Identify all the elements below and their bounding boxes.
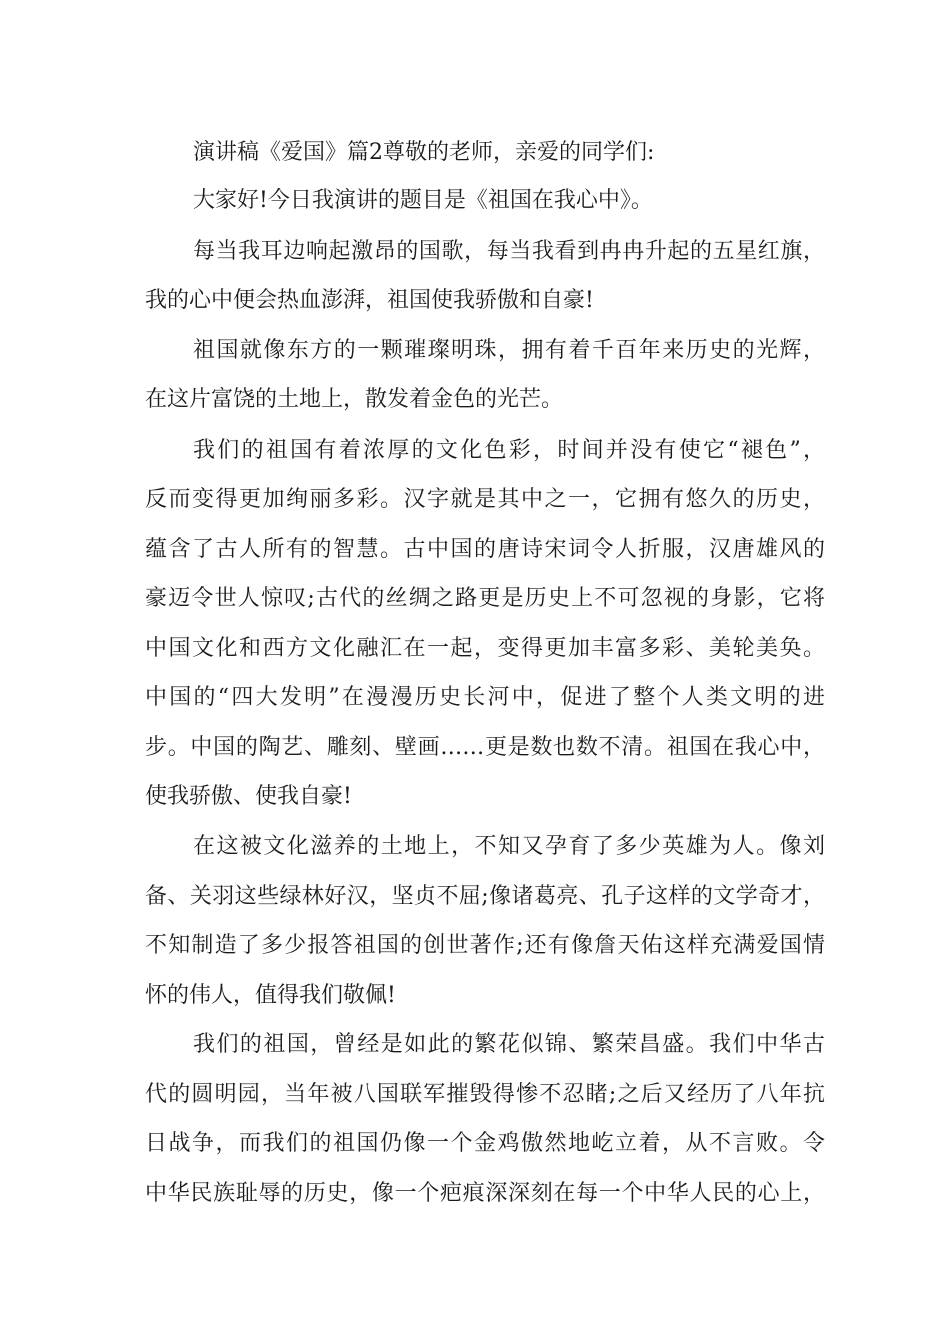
text-line: 我的心中便会热血澎湃，祖国使我骄傲和自豪!: [145, 288, 594, 313]
text-line: 蕴含了古人所有的智慧。古中国的唐诗宋词令人折服，汉唐雄风的: [145, 537, 825, 562]
text-line: 每当我耳边响起激昂的国歌，每当我看到冉冉升起的五星红旗，: [193, 239, 825, 264]
text-line: 大家好!今日我演讲的题目是《祖国在我心中》。: [193, 188, 653, 213]
text-line: 演讲稿《爱国》篇2尊敬的老师，亲爱的同学们:: [193, 140, 655, 165]
text-line: 中华民族耻辱的历史，像一个疤痕深深刻在每一个中华人民的心上，: [145, 1181, 825, 1206]
text-line: 中国文化和西方文化融汇在一起，变得更加丰富多彩、美轮美奂。: [145, 636, 825, 661]
text-line: 反而变得更加绚丽多彩。汉字就是其中之一，它拥有悠久的历史，: [145, 487, 825, 512]
text-line: 不知制造了多少报答祖国的创世著作;还有像詹天佑这样充满爱国情: [145, 933, 825, 958]
text-line: 我们的祖国，曾经是如此的繁花似锦、繁荣昌盛。我们中华古: [193, 1032, 825, 1057]
text-line: 怀的伟人，值得我们敬佩!: [145, 983, 396, 1008]
text-line: 我们的祖国有着浓厚的文化色彩，时间并没有使它“褪色”，: [193, 438, 825, 463]
text-line: 祖国就像东方的一颗璀璨明珠，拥有着千百年来历史的光辉，: [193, 338, 825, 363]
text-line: 使我骄傲、使我自豪!: [145, 784, 352, 809]
text-line: 中国的“四大发明”在漫漫历史长河中，促进了整个人类文明的进: [145, 685, 825, 710]
text-line: 在这片富饶的土地上，散发着金色的光芒。: [145, 387, 564, 412]
text-line: 步。中国的陶艺、雕刻、壁画……更是数也数不清。祖国在我心中，: [145, 735, 825, 760]
text-line: 备、关羽这些绿林好汉，坚贞不屈;像诸葛亮、孔子这样的文学奇才，: [145, 884, 825, 909]
text-line: 豪迈令世人惊叹;古代的丝绸之路更是历史上不可忽视的身影，它将: [145, 586, 825, 611]
text-line: 在这被文化滋养的土地上，不知又孕育了多少英雄为人。像刘: [193, 834, 825, 859]
text-line: 日战争，而我们的祖国仍像一个金鸡傲然地屹立着，从不言败。令: [145, 1131, 825, 1156]
text-line: 代的圆明园，当年被八国联军摧毁得惨不忍睹;之后又经历了八年抗: [145, 1082, 825, 1107]
